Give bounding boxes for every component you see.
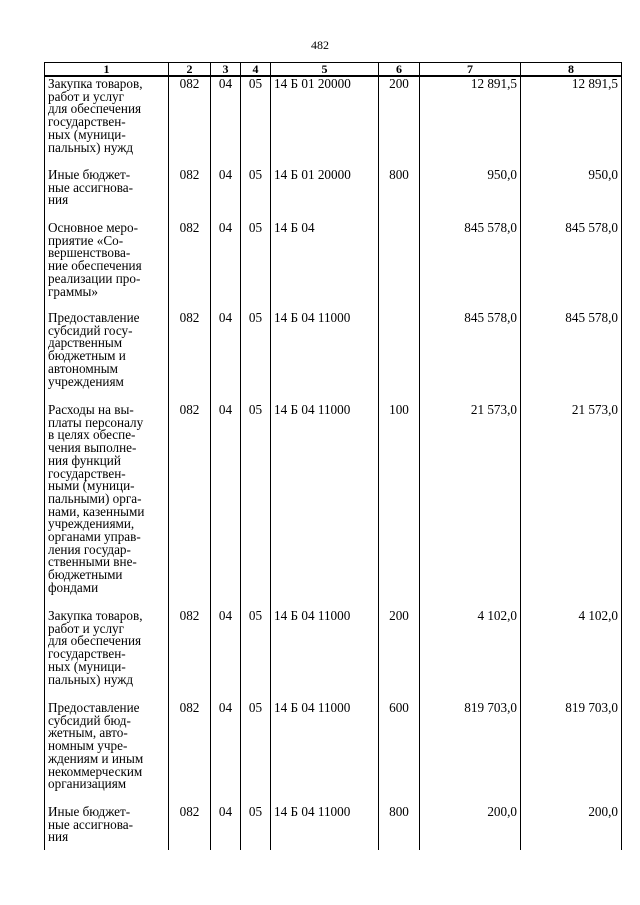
row-name-line: ных (муници-	[48, 658, 126, 674]
cell-c2: 082	[169, 403, 211, 609]
row-name-line: ными (муници-	[48, 478, 135, 494]
cell-c5: 14 Б 01 20000	[271, 168, 379, 221]
column-header: 5	[271, 63, 379, 77]
row-name-line: ственными вне-	[48, 554, 137, 570]
row-name-line: платы персоналу	[48, 414, 144, 430]
cell-c5: 14 Б 04 11000	[271, 311, 379, 403]
row-name-line: ления государ-	[48, 541, 131, 557]
row-name-line: некоммерческим	[48, 763, 143, 779]
row-name-line: в целях обеспе-	[48, 427, 136, 443]
row-name-line: номным учре-	[48, 738, 128, 754]
row-name-line: организациям	[48, 776, 127, 792]
row-name-line: чения выполне-	[48, 440, 137, 456]
cell-c8: 21 573,0	[521, 403, 622, 609]
row-name-cell	[45, 609, 169, 701]
cell-c8: 845 578,0	[521, 311, 622, 403]
table-row	[45, 221, 622, 311]
row-name-line: Иные бюджет-	[48, 168, 131, 182]
row-name-line: ние обеспечения	[48, 258, 142, 274]
cell-c2: 082	[169, 311, 211, 403]
cell-c3: 04	[211, 609, 241, 701]
row-name-line: нами, казенными	[48, 503, 145, 519]
row-name-line: учреждениям	[48, 373, 124, 389]
table-row	[45, 609, 622, 701]
row-name-cell	[45, 701, 169, 805]
row-name-line: ждениям и иным	[48, 750, 144, 766]
row-name-cell	[45, 805, 169, 850]
row-name-line: Предоставление	[48, 311, 140, 325]
row-name-cell	[45, 168, 169, 221]
cell-c8: 4 102,0	[521, 609, 622, 701]
cell-c4: 05	[241, 76, 271, 168]
row-name-line: субсидий госу-	[48, 322, 133, 338]
cell-c8: 950,0	[521, 168, 622, 221]
row-name-line: государствен-	[48, 114, 126, 130]
row-name-line: вершенствова-	[48, 245, 131, 261]
row-name-cell	[45, 311, 169, 403]
cell-c3: 04	[211, 221, 241, 311]
cell-c5: 14 Б 04 11000	[271, 609, 379, 701]
cell-c3: 04	[211, 311, 241, 403]
cell-c6: 100	[379, 403, 420, 609]
cell-c6: 800	[379, 168, 420, 221]
cell-c8: 200,0	[521, 805, 622, 850]
row-name-line: Закупка товаров,	[48, 609, 143, 623]
cell-c5: 14 Б 04 11000	[271, 701, 379, 805]
row-name-line: Расходы на вы-	[48, 403, 134, 417]
row-name-line: ния	[48, 192, 69, 208]
row-name-line: государствен-	[48, 646, 126, 662]
cell-c4: 05	[241, 221, 271, 311]
row-name-line: государствен-	[48, 465, 126, 481]
row-name-line: ния	[48, 829, 69, 845]
table-body	[45, 76, 622, 850]
row-name-line: органами управ-	[48, 529, 141, 545]
row-name-line: ные ассигнова-	[48, 179, 134, 195]
cell-c5: 14 Б 04	[271, 221, 379, 311]
table-row	[45, 403, 622, 609]
cell-c5: 14 Б 01 20000	[271, 76, 379, 168]
row-name-line: ных (муници-	[48, 126, 126, 142]
cell-c3: 04	[211, 701, 241, 805]
cell-c5: 14 Б 04 11000	[271, 403, 379, 609]
cell-c7: 819 703,0	[420, 701, 521, 805]
table-row	[45, 168, 622, 221]
cell-c2: 082	[169, 701, 211, 805]
row-name-line: приятие «Со-	[48, 232, 124, 248]
column-header: 6	[379, 63, 420, 77]
cell-c6	[379, 221, 420, 311]
cell-c6: 200	[379, 76, 420, 168]
table-header-row	[45, 63, 622, 77]
column-header: 2	[169, 63, 211, 77]
row-name-line: пальных) нужд	[48, 671, 134, 687]
cell-c7: 21 573,0	[420, 403, 521, 609]
row-name-line: Закупка товаров,	[48, 76, 143, 91]
cell-c7: 845 578,0	[420, 311, 521, 403]
cell-c7: 12 891,5	[420, 76, 521, 168]
row-name-line: ния функций	[48, 452, 121, 468]
cell-c8: 819 703,0	[521, 701, 622, 805]
cell-c6: 200	[379, 609, 420, 701]
row-name-line: граммы»	[48, 283, 99, 299]
row-name-line: пальными) орга-	[48, 490, 142, 506]
cell-c2: 082	[169, 76, 211, 168]
cell-c2: 082	[169, 168, 211, 221]
column-header: 3	[211, 63, 241, 77]
cell-c3: 04	[211, 76, 241, 168]
cell-c8: 845 578,0	[521, 221, 622, 311]
cell-c4: 05	[241, 609, 271, 701]
cell-c7: 845 578,0	[420, 221, 521, 311]
row-name-cell	[45, 221, 169, 311]
row-name-line: бюджетным и	[48, 348, 126, 364]
cell-c7: 4 102,0	[420, 609, 521, 701]
cell-c5: 14 Б 04 11000	[271, 805, 379, 850]
cell-c4: 05	[241, 403, 271, 609]
row-name-cell	[45, 403, 169, 609]
row-name-line: учреждениями,	[48, 516, 135, 532]
row-name-line: Иные бюджет-	[48, 805, 131, 819]
table-row	[45, 76, 622, 168]
row-name-line: ные ассигнова-	[48, 816, 134, 832]
cell-c6	[379, 311, 420, 403]
row-name-cell	[45, 76, 169, 168]
row-name-line: реализации про-	[48, 270, 141, 286]
row-name-line: дарственным	[48, 335, 123, 351]
column-header: 1	[45, 63, 169, 77]
row-name-line: Предоставление	[48, 701, 140, 715]
cell-c2: 082	[169, 805, 211, 850]
cell-c6: 800	[379, 805, 420, 850]
page-number: 482	[311, 38, 329, 52]
cell-c4: 05	[241, 311, 271, 403]
cell-c3: 04	[211, 403, 241, 609]
cell-c7: 200,0	[420, 805, 521, 850]
cell-c6: 600	[379, 701, 420, 805]
table-row	[45, 701, 622, 805]
cell-c2: 082	[169, 221, 211, 311]
row-name-line: для обеспечения	[48, 101, 142, 117]
table-row	[45, 311, 622, 403]
row-name-line: для обеспечения	[48, 633, 142, 649]
cell-c8: 12 891,5	[521, 76, 622, 168]
row-name-line: бюджетными	[48, 567, 123, 583]
cell-c2: 082	[169, 609, 211, 701]
table-row	[45, 805, 622, 850]
row-name-line: пальных) нужд	[48, 139, 134, 155]
row-name-line: автономным	[48, 360, 118, 376]
cell-c4: 05	[241, 805, 271, 850]
cell-c7: 950,0	[420, 168, 521, 221]
column-header: 4	[241, 63, 271, 77]
cell-c4: 05	[241, 701, 271, 805]
column-header: 7	[420, 63, 521, 77]
row-name-line: работ и услуг	[48, 620, 125, 636]
cell-c4: 05	[241, 168, 271, 221]
cell-c3: 04	[211, 805, 241, 850]
budget-table	[44, 62, 622, 850]
row-name-line: Основное меро-	[48, 221, 138, 235]
row-name-line: работ и услуг	[48, 88, 125, 104]
row-name-line: фондами	[48, 579, 99, 595]
row-name-line: жетным, авто-	[48, 725, 128, 741]
column-header: 8	[521, 63, 622, 77]
cell-c3: 04	[211, 168, 241, 221]
row-name-line: субсидий бюд-	[48, 712, 131, 728]
